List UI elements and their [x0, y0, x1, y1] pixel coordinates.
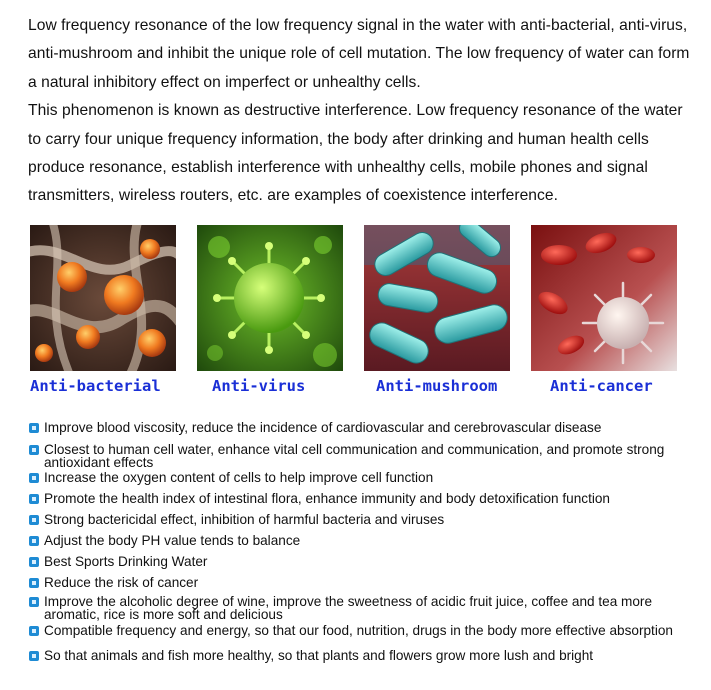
bullet-icon [29, 494, 39, 504]
bullet-icon [29, 515, 39, 525]
list-item-text: Improve the alcoholic degree of wine, improve the sweetness of acidic fruit juice, coffee and tea more aromatic, rice is more soft and delicious [44, 594, 653, 622]
bullet-icon [29, 626, 39, 636]
list-item [28, 421, 698, 443]
bullet-icon [29, 578, 39, 588]
list-item-text: Reduce the risk of cancer [44, 575, 199, 590]
tile-label-anti-virus: Anti-virus [212, 377, 306, 395]
list-item [28, 471, 698, 492]
list-item [28, 443, 698, 471]
bullet-icon [29, 597, 39, 607]
list-item-text: Promote the health index of intestinal flora, enhance immunity and body detoxification function [44, 491, 610, 506]
benefits-list [28, 421, 698, 669]
list-item-text: Closest to human cell water, enhance vital cell communication and communication, and promote strong antioxidant effects [44, 442, 665, 470]
bullet-icon [29, 651, 39, 661]
list-item-text: Adjust the body PH value tends to balance [44, 533, 301, 548]
list-item-text: Compatible frequency and energy, so that our food, nutrition, drugs in the body more effective absorption [44, 623, 673, 638]
list-item [28, 649, 698, 669]
list-item-text: So that animals and fish more healthy, so that plants and flowers grow more lush and bright [44, 648, 594, 663]
cancer-cells-image [531, 225, 677, 371]
intro-text [28, 12, 696, 211]
intro-paragraph-1: Low frequency resonance of the low frequency signal in the water with anti-bacterial, anti-virus, anti-mushroom and inhibit the unique role of cell mutation. The low frequency of water can form a natural inhibitory effect on imperfect or unhealthy cells. [28, 17, 690, 91]
bacilli-image [364, 225, 510, 371]
list-item [28, 595, 698, 624]
bacteria-cells-image [30, 225, 176, 371]
list-item [28, 576, 698, 595]
bullet-icon [29, 423, 39, 433]
bullet-icon [29, 473, 39, 483]
list-item [28, 624, 698, 649]
list-item [28, 513, 698, 534]
bullet-icon [29, 557, 39, 567]
list-item [28, 555, 698, 576]
benefit-image-row [0, 225, 711, 405]
intro-paragraph-2: This phenomenon is known as destructive interference. Low frequency resonance of the water to carry four unique frequency information, the body after drinking and human health cells produce resonance, establish interference with unhealthy cells, mobile phones and signal transmitters, wireless routers, etc. are examples of coexistence interference. [28, 102, 683, 205]
bullet-icon [29, 445, 39, 455]
list-item [28, 534, 698, 555]
list-item-text: Improve blood viscosity, reduce the incidence of cardiovascular and cerebrovascular disease [44, 420, 602, 435]
tile-label-anti-bacterial: Anti-bacterial [30, 377, 161, 395]
bullet-icon [29, 536, 39, 546]
virus-image [197, 225, 343, 371]
list-item-text: Best Sports Drinking Water [44, 554, 208, 569]
tile-label-anti-mushroom: Anti-mushroom [376, 377, 498, 395]
tile-label-anti-cancer: Anti-cancer [550, 377, 653, 395]
list-item-text: Increase the oxygen content of cells to help improve cell function [44, 470, 434, 485]
list-item-text: Strong bactericidal effect, inhibition of harmful bacteria and viruses [44, 512, 445, 527]
list-item [28, 492, 698, 513]
